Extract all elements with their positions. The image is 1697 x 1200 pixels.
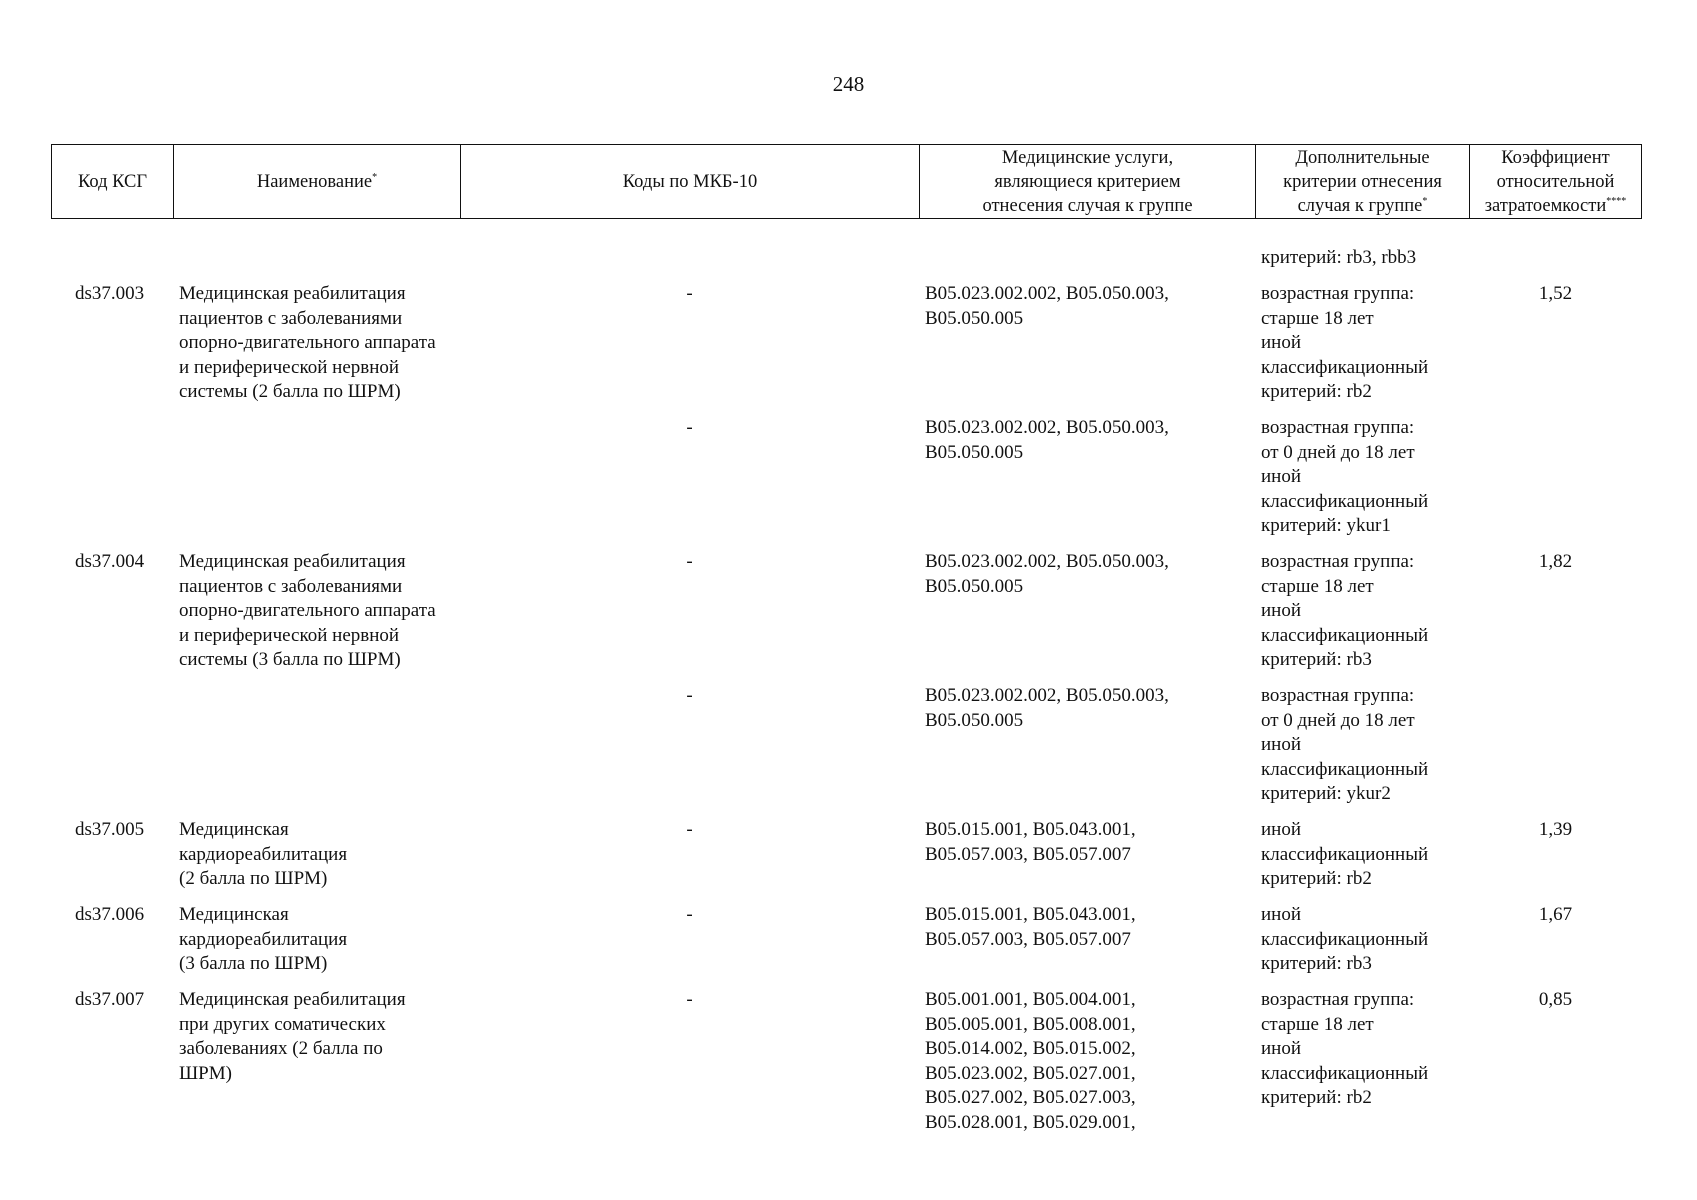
cell-criteria: возрастная группа: от 0 дней до 18 лет иной классификационный критерий: ykur2 xyxy=(1261,685,1429,804)
table-row xyxy=(51,988,1642,1135)
cell-services: B05.023.002.002, B05.050.003, B05.050.005 xyxy=(925,417,1169,463)
table-row xyxy=(51,903,1642,977)
table-row xyxy=(51,684,1642,807)
cell-criteria: иной классификационный критерий: rb3 xyxy=(1261,904,1429,974)
cell-code: ds37.007 xyxy=(75,989,145,1010)
cell-code xyxy=(51,684,173,807)
table-row xyxy=(51,246,1642,271)
cell-criteria: возрастная группа: старше 18 лет иной классификационный критерий: rb3 xyxy=(1261,551,1429,670)
cell-services: B05.015.001, B05.043.001, B05.057.003, B05.057.007 xyxy=(925,904,1136,950)
cell-code: ds37.004 xyxy=(75,551,145,572)
header-services-label: Медицинские услуги, являющиеся критерием отнесения случая к группе xyxy=(982,147,1193,216)
cell-services: B05.023.002.002, B05.050.003, B05.050.005 xyxy=(925,685,1169,731)
header-code xyxy=(52,145,174,218)
cell-code: ds37.005 xyxy=(75,819,145,840)
cell-coef xyxy=(1469,246,1642,271)
page-number: 248 xyxy=(832,72,865,96)
cell-code xyxy=(51,416,173,539)
header-name xyxy=(174,145,461,218)
cell-criteria: возрастная группа: старше 18 лет иной классификационный критерий: rb2 xyxy=(1261,989,1429,1108)
cell-criteria: возрастная группа: старше 18 лет иной классификационный критерий: rb2 xyxy=(1261,283,1429,402)
table-row xyxy=(51,416,1642,539)
cell-coef: 1,82 xyxy=(1538,551,1573,572)
table-row xyxy=(51,282,1642,405)
header-code-label: Код КСГ xyxy=(77,171,148,192)
cell-mkb: - xyxy=(686,685,693,706)
cell-name: Медицинская кардиореабилитация (2 балла по ШРМ) xyxy=(179,819,348,889)
cell-name xyxy=(173,684,460,807)
header-mkb-label: Коды по МКБ-10 xyxy=(622,171,758,192)
header-criteria-footnote-mark: * xyxy=(1422,195,1428,207)
cell-services: B05.001.001, B05.004.001, B05.005.001, B05.008.001, B05.014.002, B05.015.002, B05.023.002, B05.027.001, B05.027.002, B05.027.003, B05.028.001, B05.029.001, xyxy=(925,989,1136,1133)
cell-mkb: - xyxy=(686,283,693,304)
cell-code: ds37.006 xyxy=(75,904,145,925)
header-name-footnote-mark: * xyxy=(372,171,378,183)
cell-mkb: - xyxy=(686,417,693,438)
cell-code: ds37.003 xyxy=(75,283,145,304)
header-mkb xyxy=(461,145,920,218)
cell-mkb: - xyxy=(686,989,693,1010)
cell-code xyxy=(51,246,173,271)
table-row xyxy=(51,550,1642,673)
cell-coef: 1,52 xyxy=(1538,283,1573,304)
header-coef-label: Коэффициент относительной затратоемкости xyxy=(1484,147,1615,216)
cell-mkb: - xyxy=(686,904,693,925)
cell-criteria: критерий: rb3, rbb3 xyxy=(1261,247,1417,268)
cell-coef xyxy=(1469,684,1642,807)
cell-name: Медицинская реабилитация пациентов с заболеваниями опорно-двигательного аппарата и периферической нервной системы (2 балла по ШРМ) xyxy=(179,283,436,402)
cell-coef: 1,67 xyxy=(1538,904,1573,925)
header-coef-footnote-mark: **** xyxy=(1606,195,1627,207)
cell-services: B05.023.002.002, B05.050.003, B05.050.005 xyxy=(925,551,1169,597)
cell-services: B05.015.001, B05.043.001, B05.057.003, B05.057.007 xyxy=(925,819,1136,865)
table-row xyxy=(51,818,1642,892)
cell-name: Медицинская реабилитация при других соматических заболеваниях (2 балла по ШРМ) xyxy=(179,989,406,1084)
table-header xyxy=(51,144,1642,219)
cell-mkb xyxy=(460,246,919,271)
cell-coef xyxy=(1469,416,1642,539)
cell-name xyxy=(173,416,460,539)
header-coef xyxy=(1470,145,1641,218)
cell-name xyxy=(173,246,460,271)
cell-mkb: - xyxy=(686,819,693,840)
cell-coef: 1,39 xyxy=(1538,819,1573,840)
cell-coef: 0,85 xyxy=(1538,989,1573,1010)
cell-services: B05.023.002.002, B05.050.003, B05.050.005 xyxy=(925,283,1169,329)
cell-name: Медицинская реабилитация пациентов с заболеваниями опорно-двигательного аппарата и периферической нервной системы (3 балла по ШРМ) xyxy=(179,551,436,670)
cell-criteria: возрастная группа: от 0 дней до 18 лет иной классификационный критерий: ykur1 xyxy=(1261,417,1429,536)
header-criteria xyxy=(1256,145,1470,218)
header-criteria-label: Дополнительные критерии отнесения случая к группе xyxy=(1283,147,1442,216)
cell-name: Медицинская кардиореабилитация (3 балла по ШРМ) xyxy=(179,904,348,974)
header-services xyxy=(920,145,1256,218)
cell-mkb: - xyxy=(686,551,693,572)
header-name-label: Наименование xyxy=(256,171,373,192)
cell-services xyxy=(919,246,1255,271)
cell-criteria: иной классификационный критерий: rb2 xyxy=(1261,819,1429,889)
